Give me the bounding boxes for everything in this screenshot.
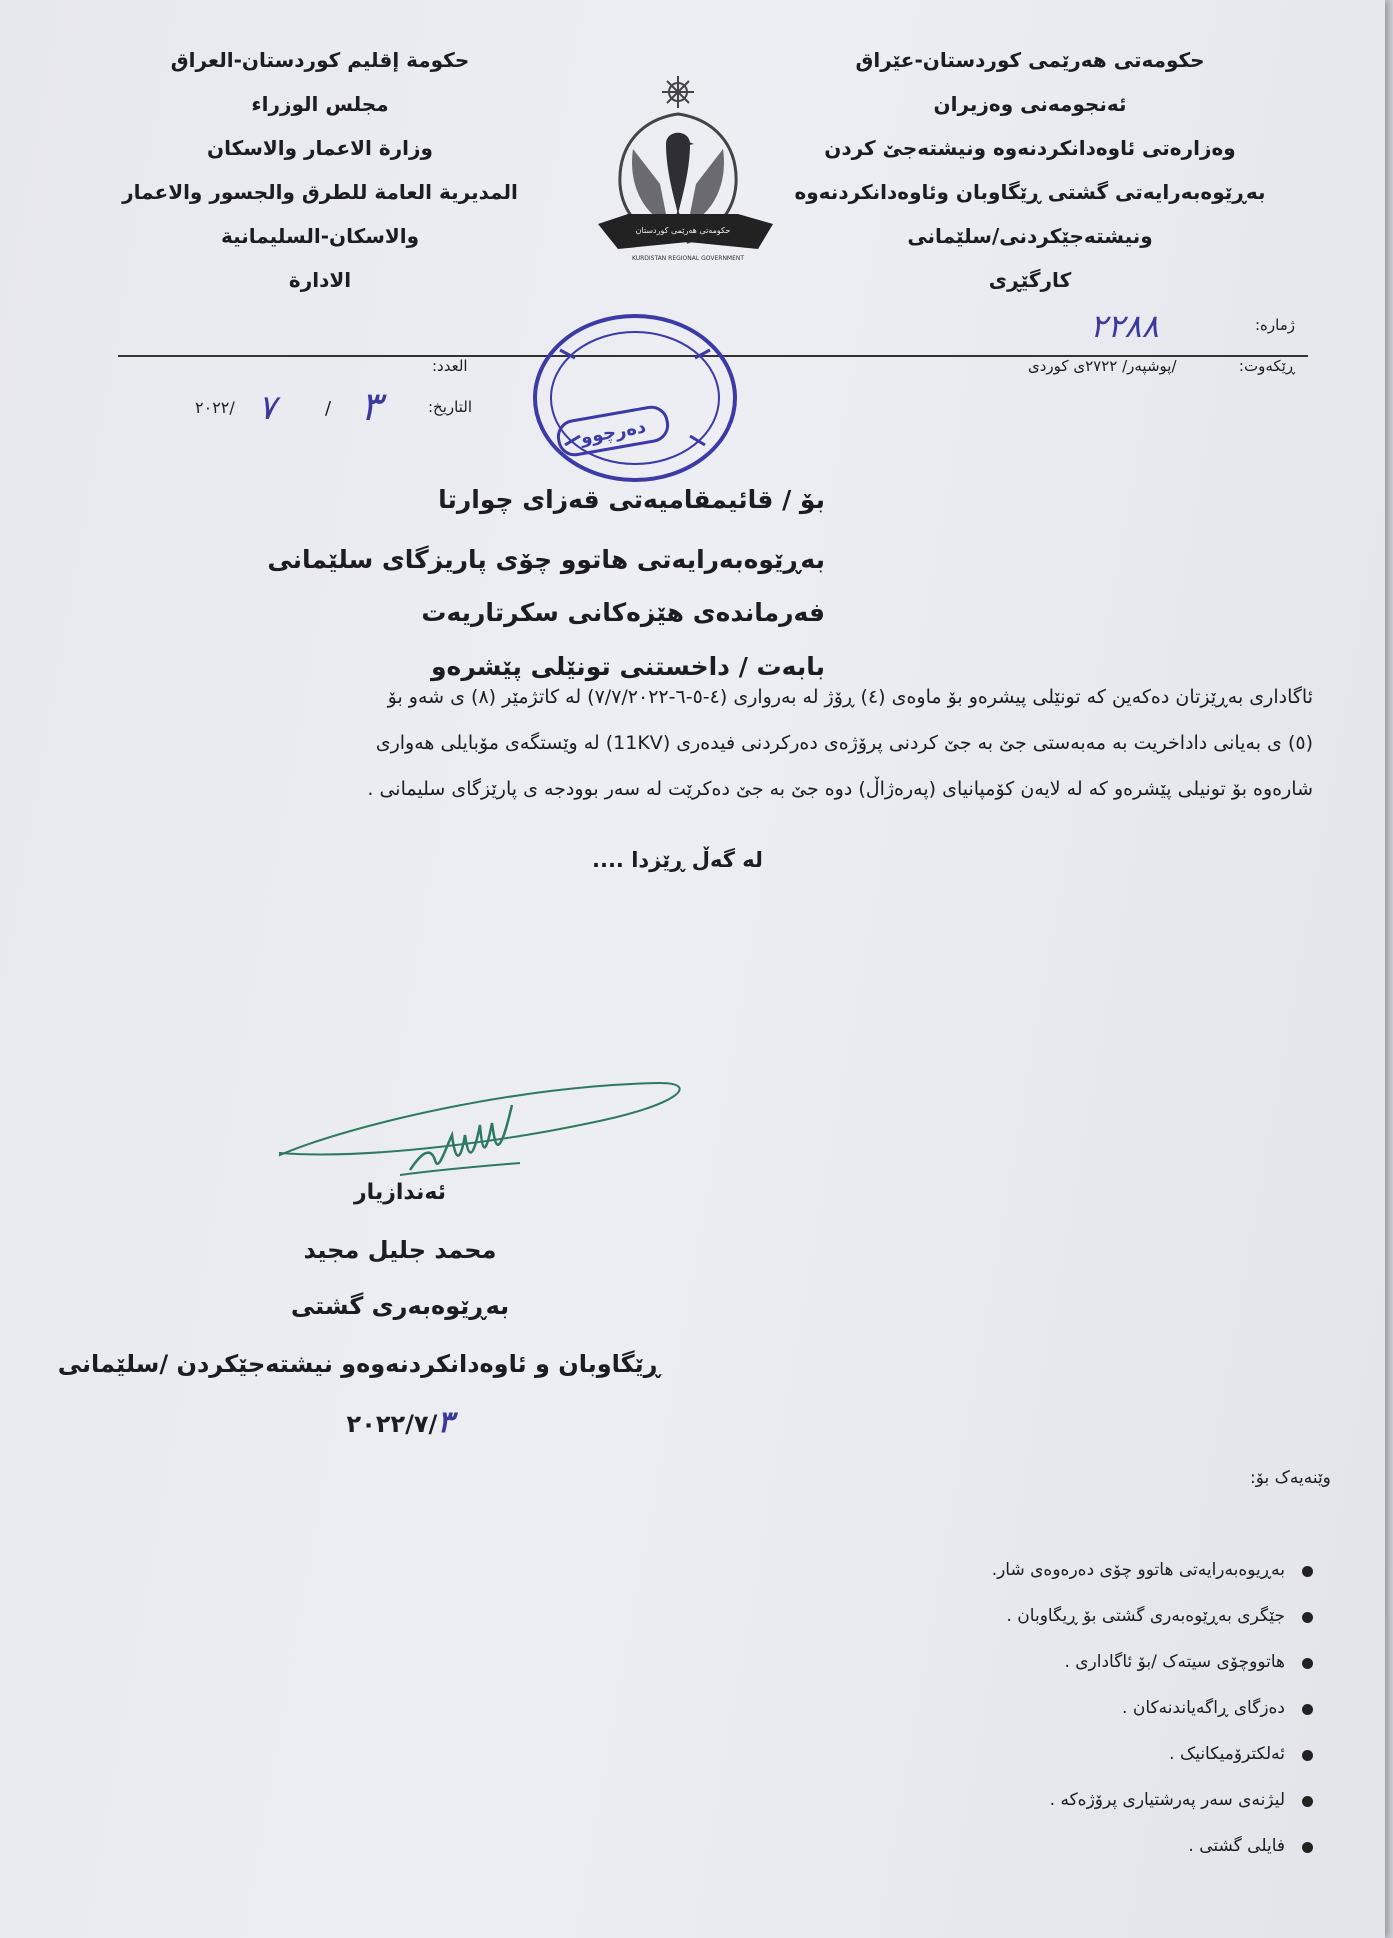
outgoing-stamp xyxy=(520,310,750,490)
subject-line: بابەت / داخستنی تونێلی پێشرەو xyxy=(431,652,825,681)
recipient-line: فەرماندەی هێزەکانی سکرتاریەت xyxy=(421,598,825,627)
kurdish-date-label: ڕێکەوت: xyxy=(1238,357,1295,375)
header-kurdish-line: کارگێڕی xyxy=(988,268,1072,292)
recipient-line: بەڕێوەبەرایەتی هاتوو چۆی پاریزگای سلێمانی xyxy=(267,545,825,574)
arabic-date-label: التاريخ: xyxy=(428,398,472,416)
bullet-icon xyxy=(1302,1704,1313,1715)
header-arabic-line: الادارة xyxy=(288,268,352,292)
header-kurdish-line: ونیشتەجێکردنی/سلێمانی xyxy=(907,224,1153,248)
signer-position: بەڕێوەبەری گشتی xyxy=(290,1292,510,1320)
kurdistan-eagle-emblem-icon xyxy=(588,74,788,274)
list-item: جێگری بەڕێوەبەری گشتی بۆ ڕیگاوبان . xyxy=(585,1606,1285,1652)
cc-title: وێنەیەک بۆ: xyxy=(1250,1468,1331,1488)
arabic-number-label: العدد: xyxy=(432,357,468,375)
closing-line: لە گەڵ ڕێزدا .... xyxy=(592,848,763,872)
header-kurdish-line: ئەنجومەنی وەزیران xyxy=(933,92,1127,116)
kurdish-number-value: ٢٢٨٨ xyxy=(1090,307,1159,345)
body-line: شارەوە بۆ تونیلی پێشرەو کە لە لایەن کۆمپانیای (پەرەژاڵ) دوە جێ بە جێ دەکرێت لە سەر بوودجە ی پارێزگای سلیمانی . xyxy=(367,778,1313,800)
bullet-icon xyxy=(1302,1842,1313,1853)
bullet-icon xyxy=(1302,1658,1313,1669)
bullet-icon xyxy=(1302,1750,1313,1761)
list-item: بەڕیوەبەرایەتی هاتوو چۆی دەرەوەی شار. xyxy=(585,1560,1285,1606)
stamp-text: دەرچوو xyxy=(579,416,648,449)
cc-list xyxy=(585,1560,1285,1882)
body-line: ئاگاداری بەڕێزتان دەکەین کە تونێلی پیشرەو بۆ ماوەی (٤) ڕۆژ لە بەرواری (٤-٥-٦-٧/٧/٢٠٢٢) لە کاتژمێر (٨) ی شەو بۆ xyxy=(387,686,1313,708)
signer-department: ڕێگاوبان و ئاوەدانکردنەوەو نیشتەجێکردن /سلێمانی xyxy=(57,1350,660,1378)
bullet-icon xyxy=(1302,1796,1313,1807)
arabic-date-separator: / xyxy=(325,398,332,419)
svg-text:KURDISTAN REGIONAL GOVERNMENT: KURDISTAN REGIONAL GOVERNMENT xyxy=(631,255,745,262)
signer-title: ئەندازیار xyxy=(354,1180,446,1205)
arabic-date-year: ٢٠٢٢/ xyxy=(195,398,235,417)
header-arabic-line: وزارة الاعمار والاسكان xyxy=(207,136,433,160)
header-kurdish-line: حکومەتی هەرێمی کوردستان-عێراق xyxy=(855,48,1205,72)
header-kurdish xyxy=(790,38,1270,302)
svg-text:حکومەتی هەرێمی کوردستان: حکومەتی هەرێمی کوردستان xyxy=(635,226,731,235)
signature-date xyxy=(140,1405,660,1440)
header-arabic-line: المديرية العامة للطرق والجسور والاعمار xyxy=(122,180,518,204)
kurdish-date-value: /پوشپەر/ ٢٧٢٢ی کوردی xyxy=(1028,357,1177,375)
signature-date-day: ٣ xyxy=(437,1405,454,1440)
header-arabic-line: والاسكان-السليمانية xyxy=(220,224,420,248)
arabic-date-day: ٣ xyxy=(360,384,382,430)
header-kurdish-line: بەڕێوەبەرایەتی گشتی ڕێگاوبان وئاوەدانکردنەوە xyxy=(794,180,1266,204)
signer-name: محمد جليل مجيد xyxy=(303,1236,497,1264)
list-item: هاتووچۆی سیتەک /بۆ ئاگاداری . xyxy=(585,1652,1285,1698)
header-arabic xyxy=(100,38,540,302)
list-item: لیژنەی سەر پەرشتیاری پرۆژەکە . xyxy=(585,1790,1285,1836)
header-arabic-line: حكومة إقليم كوردستان-العراق xyxy=(170,48,470,72)
arabic-date-month: ٧ xyxy=(258,388,277,428)
recipient-line: بۆ / قائیمقامیەتی قەزای چوارتا xyxy=(438,485,825,514)
list-item: فایلی گشتی . xyxy=(585,1836,1285,1882)
list-item: دەزگای ڕاگەیاندنەکان . xyxy=(585,1698,1285,1744)
kurdish-number-label: ژمارە: xyxy=(1254,316,1295,334)
bullet-icon xyxy=(1302,1566,1313,1577)
header-arabic-line: مجلس الوزراء xyxy=(251,92,389,116)
body-line: (٥) ی بەیانی داداخریت بە مەبەستی جێ بە جێ کردنی پرۆژەی دەرکردنی فیدەری (11KV) لە وێستگەی مۆبایلی هەواری xyxy=(375,732,1313,754)
signature-date-prefix: ٢٠٢٢/٧/ xyxy=(346,1410,438,1438)
bullet-icon xyxy=(1302,1612,1313,1623)
header-kurdish-line: وەزارەتی ئاوەدانکردنەوە ونیشتەجێ کردن xyxy=(824,136,1236,160)
list-item: ئەلکترۆمیکانیک . xyxy=(585,1744,1285,1790)
